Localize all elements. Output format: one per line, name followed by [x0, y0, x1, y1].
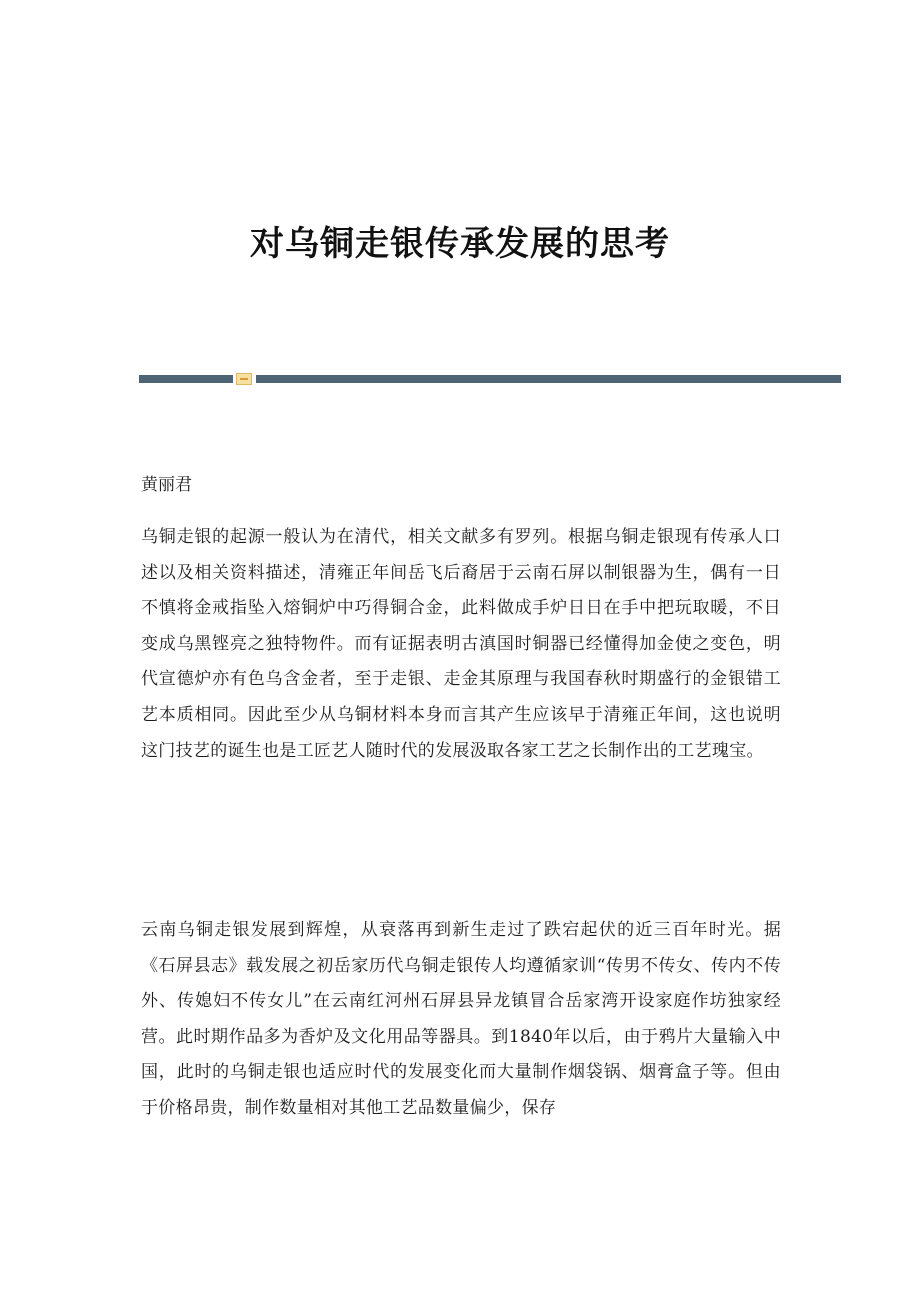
title-divider-left	[139, 375, 233, 383]
body-paragraph: 云南乌铜走银发展到辉煌，从衰落再到新生走过了跌宕起伏的近三百年时光。据《石屏县志》载发展之初岳家历代乌铜走银传人均遵循家训“传男不传女、传内不传外、传媳妇不传女儿”在云南红河州石屏县异龙镇冒合岳家湾开设家庭作坊独家经营。此时期作品多为香炉及文化用品等器具。到1840年以后，由于鸦片大量输入中国，此时的乌铜走银也适应时代的发展变化而大量制作烟袋锅、烟膏盒子等。但由于价格昂贵，制作数量相对其他工艺品数量偏少，保存	[141, 920, 781, 1118]
divider-ornament-icon	[236, 373, 252, 385]
body-paragraph: 乌铜走银的起源一般认为在清代，相关文献多有罗列。根据乌铜走银现有传承人口述以及相关资料描述，清雍正年间岳飞后裔居于云南石屏以制银器为生，偶有一日不慎将金戒指坠入熔铜炉中巧得铜合金，此料做成手炉日日在手中把玩取暖，不日变成乌黑铿亮之独特物件。而有证据表明古滇国时铜器已经懂得加金使之变色，明代宣德炉亦有色乌含金者，至于走银、走金其原理与我国春秋时期盛行的金银错工艺本质相同。因此至少从乌铜材料本身而言其产生应该早于清雍正年间，这也说明这门技艺的诞生也是工匠艺人随时代的发展汲取各家工艺之长制作出的工艺瑰宝。	[141, 527, 781, 761]
title-divider-right	[256, 375, 841, 383]
document-title: 对乌铜走银传承发展的思考	[250, 224, 670, 264]
author-name: 黄丽君	[141, 475, 192, 495]
